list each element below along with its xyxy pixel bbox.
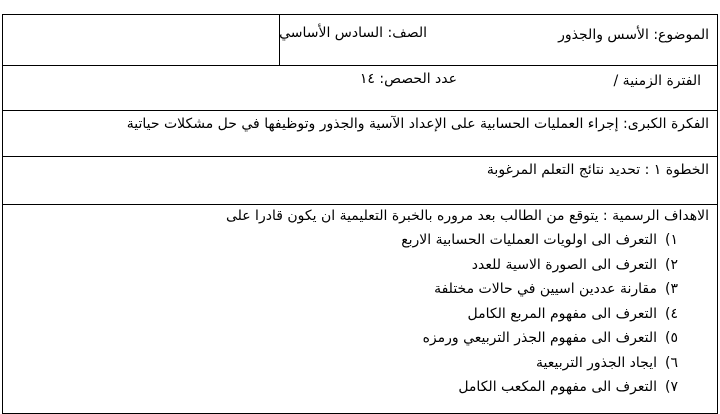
objective-item [401,326,689,351]
objective-number: ٢) [665,256,678,273]
objective-item [401,228,689,253]
grade-value: السادس الأساسي [279,25,384,41]
big-idea-label: الفكرة الكبرى: [623,116,709,132]
objectives-intro: الاهداف الرسمية : يتوقع من الطالب بعد مروره بالخبرة التعليمية ان يكون قادرا على [225,208,709,224]
objective-number: ٤) [665,305,678,322]
step-label: الخطوة ١ : [644,162,709,178]
objective-item [401,277,689,302]
step-field [487,160,709,180]
sessions-field [360,69,457,89]
objective-number: ٦) [665,354,678,371]
objective-text: التعرف الى الصورة الاسية للعدد [471,256,657,273]
objective-text: ايجاد الجذور التربيعية [536,354,657,371]
objective-text: التعرف الى مفهوم المربع الكامل [467,305,657,322]
objective-item [401,375,689,400]
objective-item [401,351,689,376]
sessions-value: ١٤ [359,71,375,87]
big-idea-row [2,110,718,157]
objective-item [401,253,689,278]
objective-number: ٣) [665,281,678,297]
objectives-row [2,204,718,414]
topic-grade-row [2,14,718,66]
objective-text: التعرف الى اولويات العمليات الحسابية الاربع [401,232,657,248]
objective-number: ٧) [665,379,678,395]
period-row [2,65,718,111]
objective-number: ١) [665,232,678,248]
objective-text: التعرف الى مفهوم الجذر التربيعي ورمزه [422,330,657,346]
grade-field [279,23,427,43]
lesson-plan-table [2,0,718,405]
grade-label: الصف: [387,25,427,41]
big-idea-field [127,114,709,134]
objective-text: التعرف الى مفهوم المكعب الكامل [458,379,657,395]
objectives-list [401,228,689,400]
objective-text: مقارنة عددين اسيين في حالات مختلفة [434,281,657,297]
step-row [2,156,718,205]
topic-field [558,25,709,45]
topic-value: الأسس والجذور [558,27,649,43]
objective-item [401,302,689,327]
sessions-label: عدد الحصص: [379,71,457,87]
step-value: تحديد نتائج التعلم المرغوبة [486,162,641,178]
objective-number: ٥) [665,330,678,346]
topic-label: الموضوع: [653,27,709,43]
big-idea-value: إجراء العمليات الحسابية على الإعداد الآسية والجذور وتوظيفها في حل مشكلات حياتية [126,116,619,132]
period-label: الفترة الزمنية / [613,73,701,89]
